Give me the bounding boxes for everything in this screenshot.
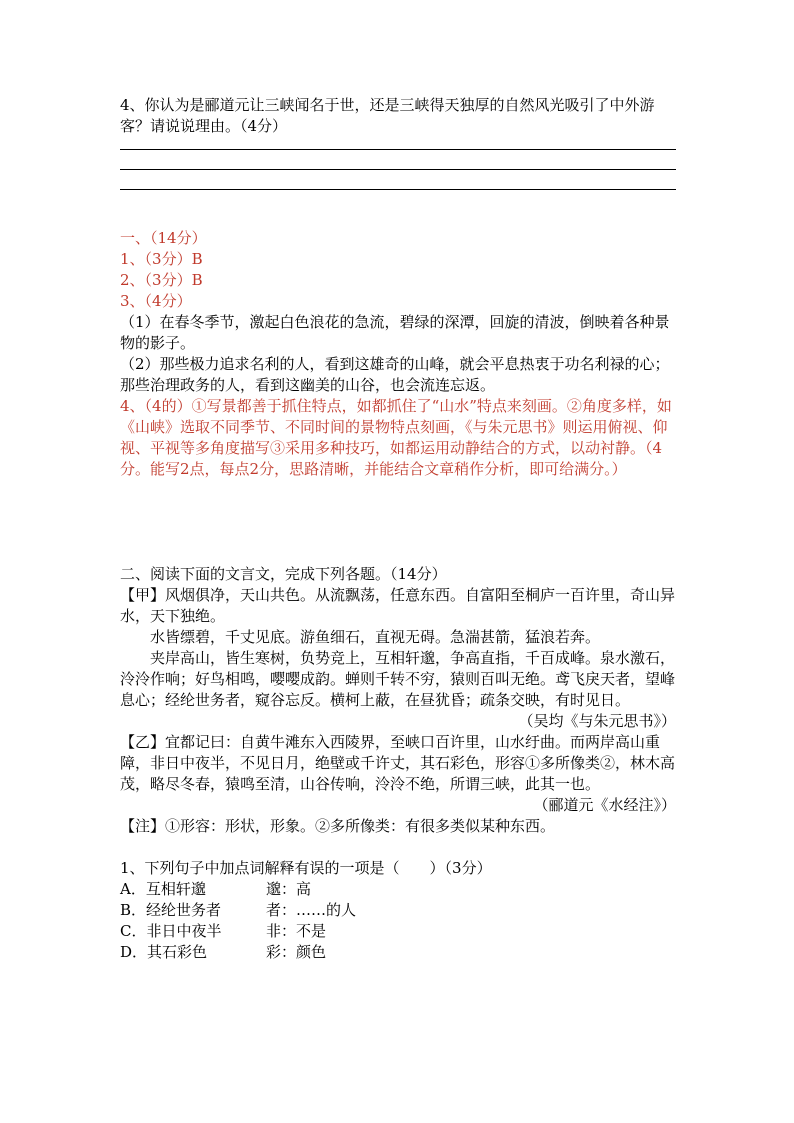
passage-jia-para-1: 【甲】风烟俱净，天山共色。从流飘荡，任意东西。自富阳至桐庐一百许里，奇山异水，天下独绝。	[120, 586, 676, 625]
option-c-gloss: 非：不是	[266, 922, 327, 940]
passage-yi-source: （郦道元《水经注》）	[533, 796, 676, 814]
option-b-gloss: 者：……的人	[266, 901, 357, 919]
option-a-label: A．互相轩邈	[120, 880, 206, 898]
option-b[interactable]	[120, 900, 676, 921]
option-b-label: B．经纶世务者	[120, 901, 222, 919]
answer-2: 2、（3分）B	[120, 271, 203, 289]
passage-jia-para-3: 夹岸高山，皆生寒树，负势竞上，互相轩邈，争高直指，千百成峰。泉水激石，泠泠作响；好鸟相鸣，嘤嘤成韵。蝉则千转不穷，猿则百叫无绝。鸢飞戾天者，望峰息心；经纶世务者，窥谷忘反。横柯上蔽，在昼犹昏；疏条交映，有时见日。	[120, 649, 676, 709]
question-1-stem: 1、下列句子中加点词解释有误的一项是（ ）（3分）	[120, 859, 492, 877]
answer-3-part-1: （1）在春冬季节，激起白色浪花的急流，碧绿的深潭，回旋的清波，倒映着各种景物的影子。	[120, 313, 670, 352]
option-d-label: D．其石彩色	[120, 943, 208, 961]
option-a[interactable]	[120, 879, 676, 900]
passage-note: 【注】①形容：形状，形象。②多所像类：有很多类似某种东西。	[120, 817, 556, 835]
option-c[interactable]	[120, 921, 676, 942]
answer-4-text: 4、（4的）①写景都善于抓住特点，如都抓住了“山水”特点来刻画。②角度多样，如《山峡》选取不同季节、不同时间的景物特点刻画，《与朱元思书》则运用俯视、仰视、平视等多角度描写③采用多种技巧，如都运用动静结合的方式，以动衬静。（4分。能写2点，每点2分，思路清晰，并能结合文章稍作分析，即可给满分。）	[120, 397, 672, 478]
passage-jia-para-2: 水皆缥碧，千丈见底。游鱼细石，直视无碍。急湍甚箭，猛浪若奔。	[150, 628, 601, 646]
passage-jia-source: （吴均《与朱元思书》）	[518, 712, 676, 730]
option-d-gloss: 彩：颜色	[266, 943, 327, 961]
option-a-gloss: 邈：高	[266, 880, 312, 898]
answer-3: 3、（4分）	[120, 292, 192, 310]
section-2-heading: 二、阅读下面的文言文，完成下列各题。（14分）	[120, 565, 447, 583]
answer-4	[120, 396, 676, 480]
document-page	[120, 95, 676, 963]
option-c-label: C．非日中夜半	[120, 922, 222, 940]
answer-1: 1、（3分）B	[120, 250, 203, 268]
passage-yi: 【乙】宜都记曰：自黄牛滩东入西陵界，至峡口百许里，山水纡曲。而两岸高山重障，非日中夜半，不见日月，绝壁或千许丈，其石彩色，形容①多所像类②，林木高茂，略尽冬春，猿鸣至清，山谷传响，泠泠不绝，所谓三峡，此其一也。	[120, 733, 676, 793]
question-4-text: 4、你认为是郦道元让三峡闻名于世，还是三峡得天独厚的自然风光吸引了中外游客？请说说理由。（4分）	[120, 96, 655, 135]
answers-heading: 一、（14分）	[120, 229, 207, 247]
option-d[interactable]	[120, 942, 676, 963]
question-1-options	[120, 879, 676, 963]
answer-3-part-2: （2）那些极力追求名利的人，看到这雄奇的山峰，就会平息热衷于功名利禄的心；那些治理政务的人，看到这幽美的山谷，也会流连忘返。	[120, 355, 670, 394]
